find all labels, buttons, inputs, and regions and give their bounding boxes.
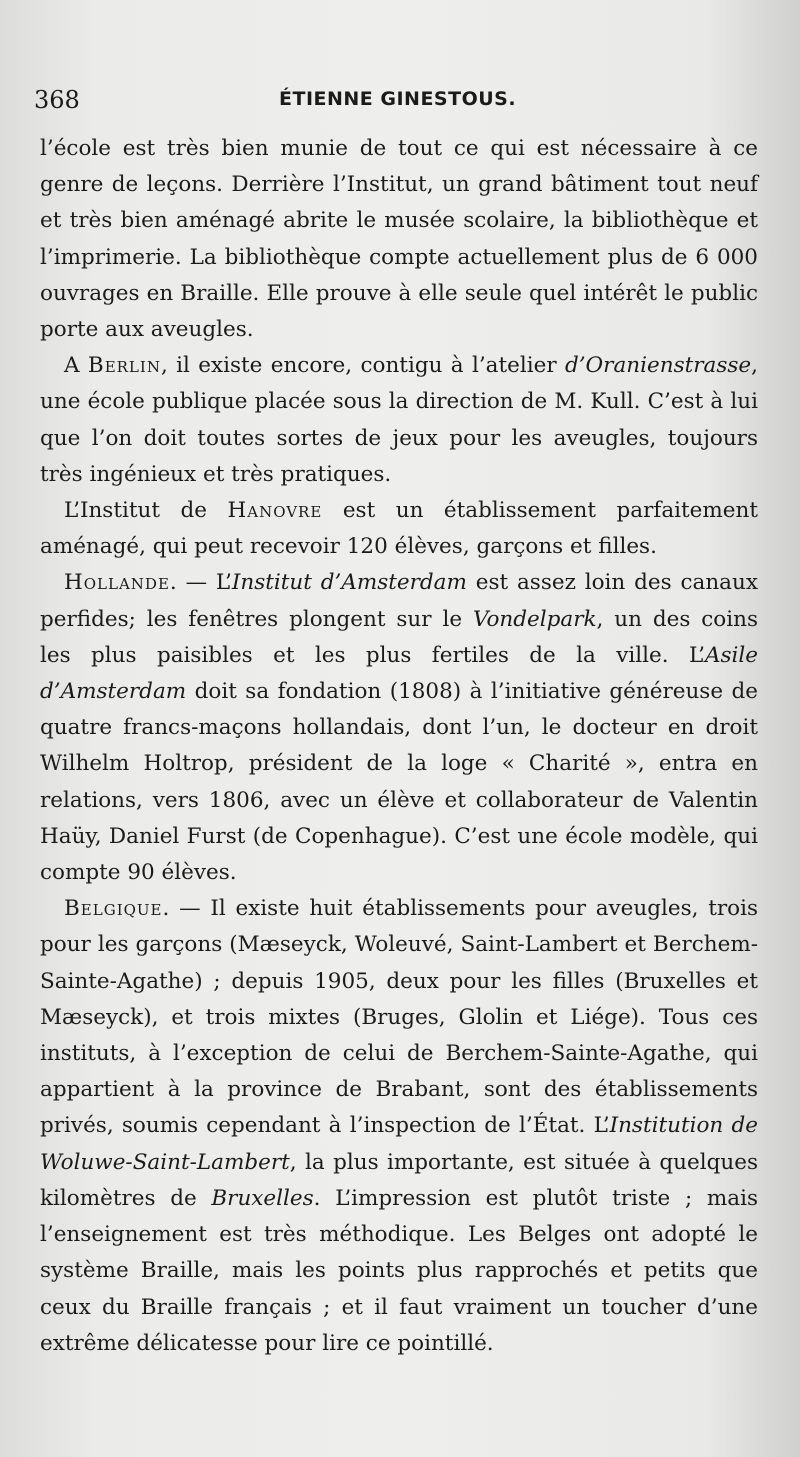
place-name: Hanovre [227,498,323,524]
italic-text: d’Oranienstrasse [564,353,752,379]
paragraph-text: l’école est très bien munie de tout ce qui est nécessaire à ce genre de leçons. Derrière l’Institut, un grand bâtiment tout neuf et très bien aménagé abrite le musée scolaire, la bibliothèque et l’imprimerie. La bibliothèque compte actuellement plus de 6 000 ouvrages en Braille. Elle prouve à elle seule quel intérêt le public porte aux aveugles. [40,136,758,343]
italic-text: Bruxelles [211,1185,314,1211]
paragraph-text: L’Institut de [64,498,228,524]
running-head: ÉTIENNE GINESTOUS. [279,88,517,110]
paragraph-continuation [40,131,758,348]
paragraph-hanovre [40,493,758,565]
paragraph-text: . — L’ [169,570,232,596]
paragraph-text: doit sa fondation (1808) à l’initiative généreuse de quatre francs-maçons hollandais, dont l’un, le docteur en droit Wilhelm Holtrop, président de la loge « Charité », entra en relations, vers 1806, avec un élève et collaborateur de Valentin Haüy, Daniel Furst (de Copenhague). C’est une école modèle, qui compte 90 élèves. [40,679,758,886]
country-heading: Belgique [64,896,163,922]
paragraph-berlin [40,348,758,493]
paragraph-text: . L’impression est plutôt triste ; mais l’enseignement est très méthodique. Les Belges ont adopté le système Braille, mais les points plus rapprochés et petits que ceux du Braille français ; et il faut vraiment un toucher d’une extrême délicatesse pour lire ce pointillé. [40,1185,758,1356]
paragraph-text: , il existe encore, contigu à l’atelier [160,353,565,379]
paragraph-text: , un des coins les plus paisibles et les plus fertiles de la ville. L’ [40,606,758,668]
paragraph-text: . — Il existe huit établissements pour aveugles, trois pour les garçons (Mæseyck, Woleuvé, Saint-Lambert et Berchem-Sainte-Agathe) ; depuis 1905, deux pour les filles (Bruxelles et Mæseyck), et trois mixtes (Bruges, Glolin et Liége). Tous ces instituts, à l’exception de celui de Berchem-Sainte-Agathe, qui appartient à la province de Brabant, sont des établissements privés, soumis cependant à l’inspection de l’État. L’ [40,896,758,1139]
place-name: Berlin [87,353,161,379]
paragraph-belgique [40,891,758,1362]
italic-text: Asile d’Amsterdam [40,642,758,705]
body-text [40,131,758,1362]
paragraph-text: , la plus importante, est située à quelques kilomètres de [40,1149,758,1211]
paragraph-text: est assez loin des canaux perfides; les fenêtres plongent sur le [40,570,758,632]
paragraph-text: est un établissement parfaitement aménagé, qui peut recevoir 120 élèves, garçons et filles. [40,498,758,560]
page-number: 368 [34,86,80,114]
page-header [34,86,754,122]
paragraph-text: A [64,353,88,379]
country-heading: Hollande [64,570,170,596]
italic-text: Institution de Woluwe-Saint-Lambert [40,1113,758,1175]
paragraph-hollande [40,565,758,891]
paragraph-text: , une école publique placée sous la direction de M. Kull. C’est à lui que l’on doit toutes sortes de jeux pour les aveugles, toujours très ingénieux et très pratiques. [40,353,758,487]
italic-text: Vondelpark [472,606,597,632]
italic-text: Institut d’Amsterdam [231,570,467,596]
